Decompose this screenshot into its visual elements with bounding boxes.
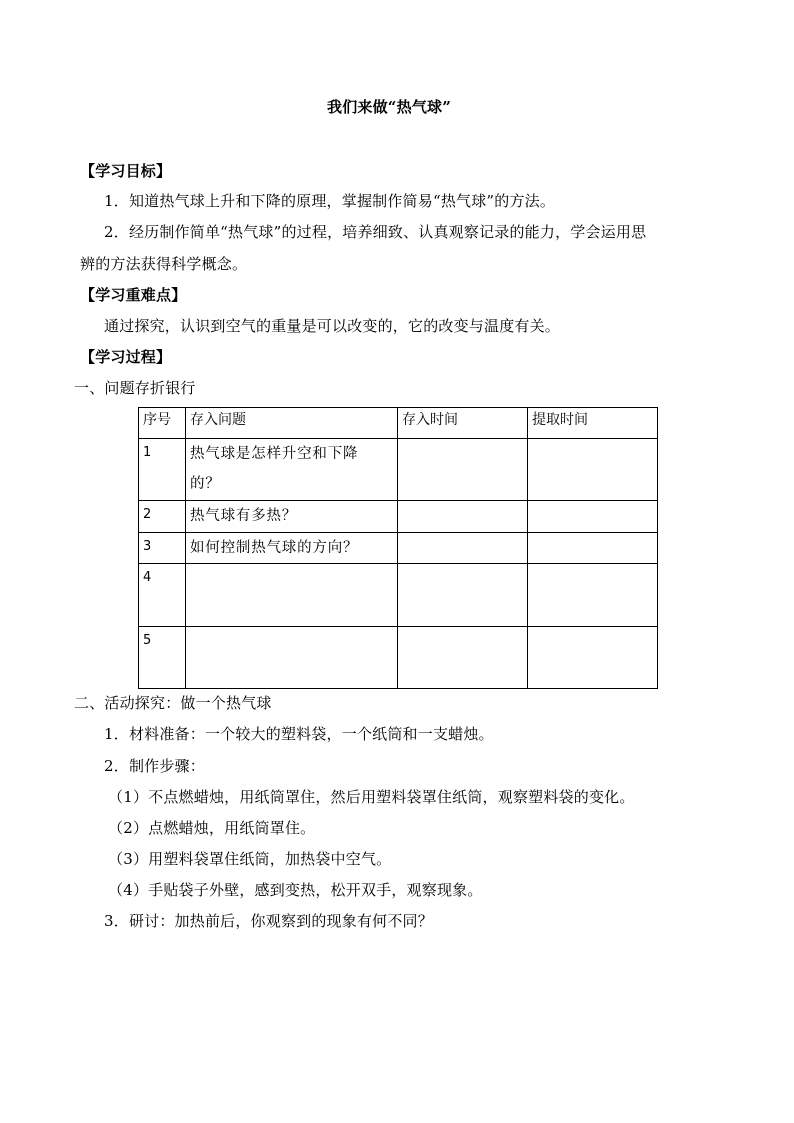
row-question bbox=[186, 564, 398, 627]
row-question bbox=[186, 439, 398, 501]
section-2-title: 二、活动探究：做一个热气球 bbox=[74, 694, 272, 712]
row-question-line2: 的？ bbox=[190, 476, 221, 492]
table-row bbox=[139, 627, 658, 689]
row-number: 1 bbox=[139, 439, 186, 501]
row-number: 2 bbox=[139, 501, 186, 533]
row-deposit-time bbox=[398, 533, 528, 564]
row-withdraw-time bbox=[528, 564, 658, 627]
question-bank-table bbox=[138, 407, 658, 689]
row-withdraw-time bbox=[528, 533, 658, 564]
activity-discussion: 3．研讨：加热前后，你观察到的现象有何不同？ bbox=[104, 912, 433, 930]
activity-step-4: （4）手贴袋子外壁，感到变热，松开双手，观察现象。 bbox=[108, 881, 483, 899]
row-deposit-time bbox=[398, 564, 528, 627]
row-number: 5 bbox=[139, 627, 186, 689]
row-question: 热气球有多热？ bbox=[186, 501, 398, 533]
goals-heading: 【学习目标】 bbox=[80, 162, 172, 180]
table-header-row bbox=[139, 408, 658, 439]
process-heading: 【学习过程】 bbox=[80, 348, 172, 366]
table-row bbox=[139, 564, 658, 627]
col-header-deposit-time: 存入时间 bbox=[398, 408, 528, 439]
row-withdraw-time bbox=[528, 501, 658, 533]
table-row bbox=[139, 533, 658, 564]
activity-materials: 1．材料准备：一个较大的塑料袋，一个纸筒和一支蜡烛。 bbox=[104, 725, 494, 743]
row-question bbox=[186, 627, 398, 689]
row-deposit-time bbox=[398, 627, 528, 689]
section-1-title: 一、问题存折银行 bbox=[74, 379, 196, 397]
key-points-heading: 【学习重难点】 bbox=[80, 286, 187, 304]
goal-item-2: 2．经历制作简单“热气球”的过程，培养细致、认真观察记录的能力，学会运用思 bbox=[104, 223, 647, 241]
col-header-question: 存入问题 bbox=[186, 408, 398, 439]
table-row bbox=[139, 501, 658, 533]
activity-step-1: （1）不点燃蜡烛，用纸筒罩住，然后用塑料袋罩住纸筒，观察塑料袋的变化。 bbox=[108, 788, 635, 806]
row-withdraw-time bbox=[528, 439, 658, 501]
activity-steps-heading: 2．制作步骤： bbox=[104, 757, 205, 775]
activity-step-3: （3）用塑料袋罩住纸筒，加热袋中空气。 bbox=[108, 850, 392, 868]
page-title: 我们来做“热气球” bbox=[327, 98, 452, 116]
row-withdraw-time bbox=[528, 627, 658, 689]
row-number: 3 bbox=[139, 533, 186, 564]
row-question-line1: 热气球是怎样升空和下降 bbox=[190, 446, 359, 462]
row-question: 如何控制热气球的方向？ bbox=[186, 533, 398, 564]
activity-step-2: （2）点燃蜡烛，用纸筒罩住。 bbox=[108, 819, 316, 837]
row-deposit-time bbox=[398, 501, 528, 533]
table-row bbox=[139, 439, 658, 501]
col-header-withdraw-time: 提取时间 bbox=[528, 408, 658, 439]
row-number: 4 bbox=[139, 564, 186, 627]
row-deposit-time bbox=[398, 439, 528, 501]
goal-item-2-continued: 辨的方法获得科学概念。 bbox=[80, 255, 248, 273]
key-points-text: 通过探究，认识到空气的重量是可以改变的，它的改变与温度有关。 bbox=[104, 317, 561, 335]
col-header-number: 序号 bbox=[139, 408, 186, 439]
goal-item-1: 1．知道热气球上升和下降的原理，掌握制作简易“热气球”的方法。 bbox=[104, 192, 556, 210]
